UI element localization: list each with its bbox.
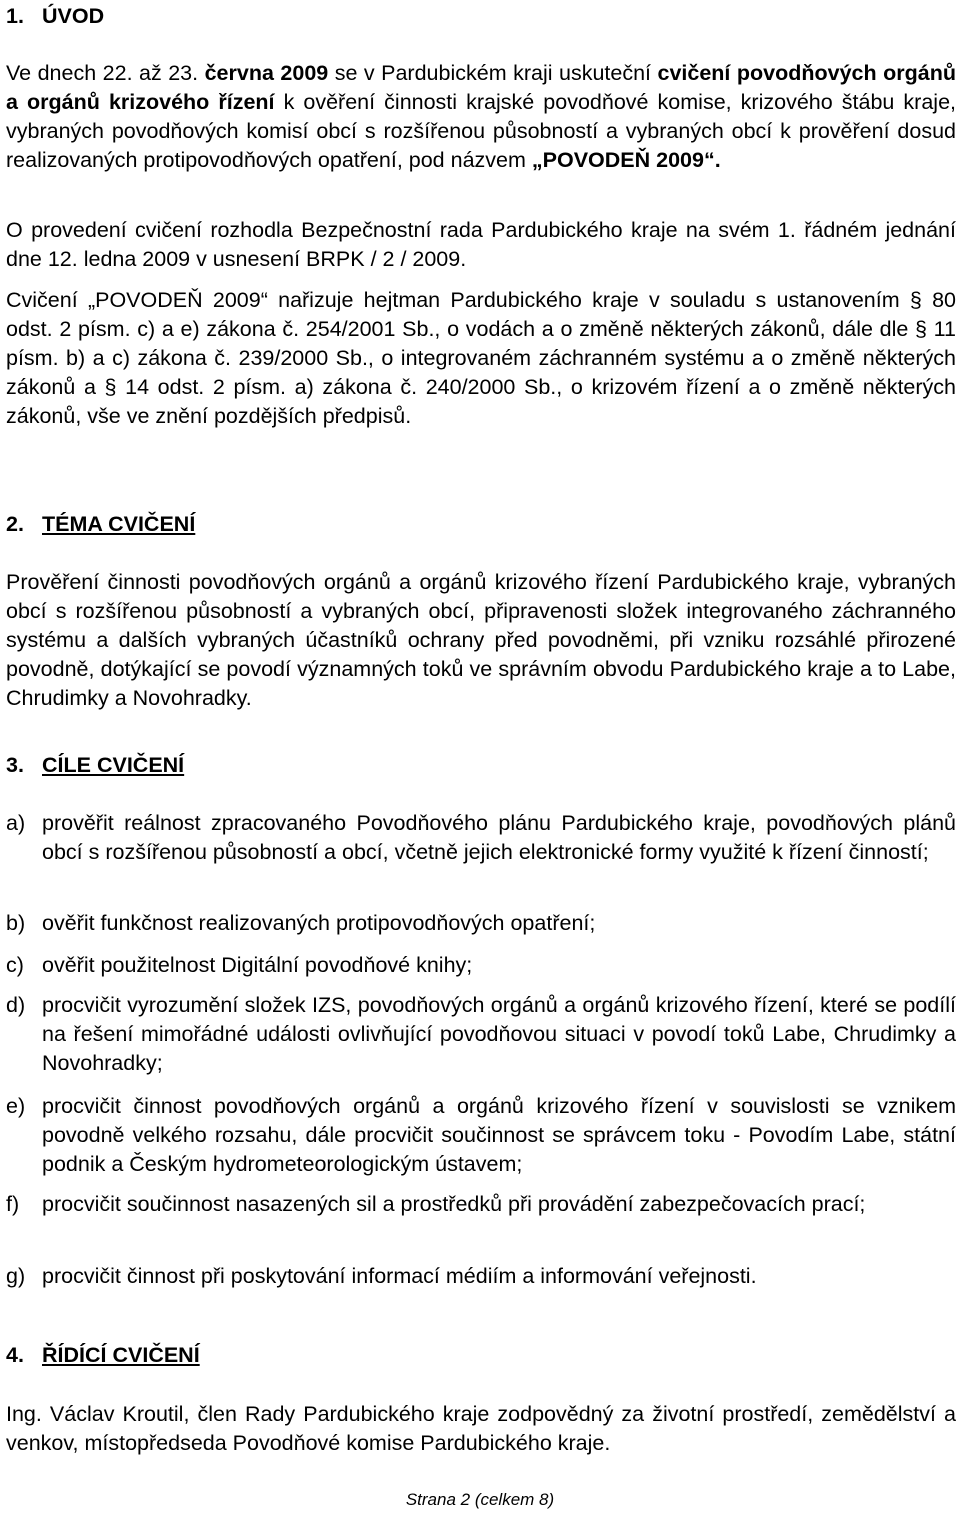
list-marker: f) [6, 1192, 20, 1216]
goal-list-item [6, 991, 956, 1078]
decision-paragraph: O provedení cvičení rozhodla Bezpečnostní rada Pardubického kraje na svém 1. řádném jednání dne 12. ledna 2009 v usnesení BRPK / 2 / 2009. [6, 218, 956, 271]
director-paragraph: Ing. Václav Kroutil, člen Rady Pardubického kraje zodpovědný za životní prostředí, zemědělství a venkov, místopředseda Povodňové komise Pardubického kraje. [6, 1402, 956, 1455]
section-heading-uvod [6, 2, 104, 31]
intro-paragraph [6, 59, 956, 175]
page-footer: Strana 2 (celkem 8) [405, 1490, 555, 1509]
section-number: 4. [6, 1343, 24, 1367]
list-text: procvičit činnost povodňových orgánů a orgánů krizového řízení v souvislosti se vznikem povodně velkého rozsahu, dále procvičit součinnost se správcem toku - Povodím Labe, státní podnik a Českým hydrometeorologickým ústavem; [42, 1094, 956, 1176]
list-marker: c) [6, 953, 24, 977]
list-text: procvičit vyrozumění složek IZS, povodňových orgánů a orgánů krizového řízení, které se podílí na řešení mimořádné události ovlivňující povodňovou situaci v povodí toků Labe, Chrudimky a Novohradky; [42, 993, 956, 1075]
goal-list-item [6, 809, 956, 867]
list-text: procvičit činnost při poskytování informací médiím a informování veřejnosti. [42, 1264, 757, 1288]
list-marker: d) [6, 993, 26, 1017]
goal-list-item [6, 951, 956, 980]
text-run: se v Pardubickém kraji uskuteční [328, 61, 658, 85]
goal-list-item [6, 1190, 956, 1219]
text-run: k ověření činnosti krajské povodňové komise, krizového štábu kraje, vybraných povodňových komisí obcí s rozšířenou působností a vybraných obcí k prověření dosud realizovaných protipovodňových opatření, pod názvem [6, 90, 956, 172]
section-heading-cile [6, 751, 184, 780]
section-title: ÚVOD [42, 4, 105, 28]
section-number: 2. [6, 512, 24, 536]
list-marker: e) [6, 1094, 26, 1118]
section-title: TÉMA CVIČENÍ [42, 512, 196, 536]
list-text: prověřit reálnost zpracovaného Povodňového plánu Pardubického kraje, povodňových plánů obcí s rozšířenou působností a obcí, včetně jejich elektronické formy využité k řízení činností; [42, 811, 956, 864]
legal-basis-paragraph: Cvičení „POVODEŇ 2009“ nařizuje hejtman Pardubického kraje v souladu s ustanovením § 80 odst. 2 písm. c) a e) zákona č. 254/2001 Sb., o vodách a o změně některých zákonů, dále dle § 11 písm. b) a c) zákona č. 239/2000 Sb., o integrovaném záchranném systému a o změně některých zákonů a § 14 odst. 2 písm. a) zákona č. 240/2000 Sb., o krizovém řízení a o změně některých zákonů, vše ve znění pozdějších předpisů. [6, 288, 956, 428]
section-heading-tema [6, 510, 195, 539]
list-text: ověřit použitelnost Digitální povodňové knihy; [42, 953, 473, 977]
goal-list-item [6, 1262, 956, 1291]
list-marker: b) [6, 911, 26, 935]
list-marker: a) [6, 811, 26, 835]
text-run: Ve dnech 22. až 23. [6, 61, 205, 85]
text-run-bold: června 2009 [204, 61, 329, 85]
section-title: CÍLE CVIČENÍ [42, 753, 185, 777]
exercise-name: „POVODEŇ 2009“. [531, 148, 721, 172]
goal-list-item [6, 909, 956, 938]
list-text: procvičit součinnost nasazených sil a prostředků při provádění zabezpečovacích prací; [42, 1192, 866, 1216]
list-text: ověřit funkčnost realizovaných protipovodňových opatření; [42, 911, 596, 935]
section-title: ŘÍDÍCÍ CVIČENÍ [42, 1343, 200, 1367]
list-marker: g) [6, 1264, 26, 1288]
section-heading-ridici [6, 1341, 200, 1370]
topic-paragraph: Prověření činnosti povodňových orgánů a orgánů krizového řízení Pardubického kraje, vybraných obcí s rozšířenou působností a vybraných obcí, připravenosti složek integrovaného záchranného systému a dalších vybraných účastníků ochrany před povodněmi, při vzniku rozsáhlé přirozené povodně, dotýkající se povodí významných toků ve správním obvodu Pardubického kraje a to Labe, Chrudimky a Novohradky. [6, 570, 956, 710]
text-run-bold: cvičení povodňových orgánů a orgánů krizového řízení [6, 61, 956, 114]
section-number: 3. [6, 753, 24, 777]
section-number: 1. [6, 4, 24, 28]
goal-list-item [6, 1092, 956, 1179]
